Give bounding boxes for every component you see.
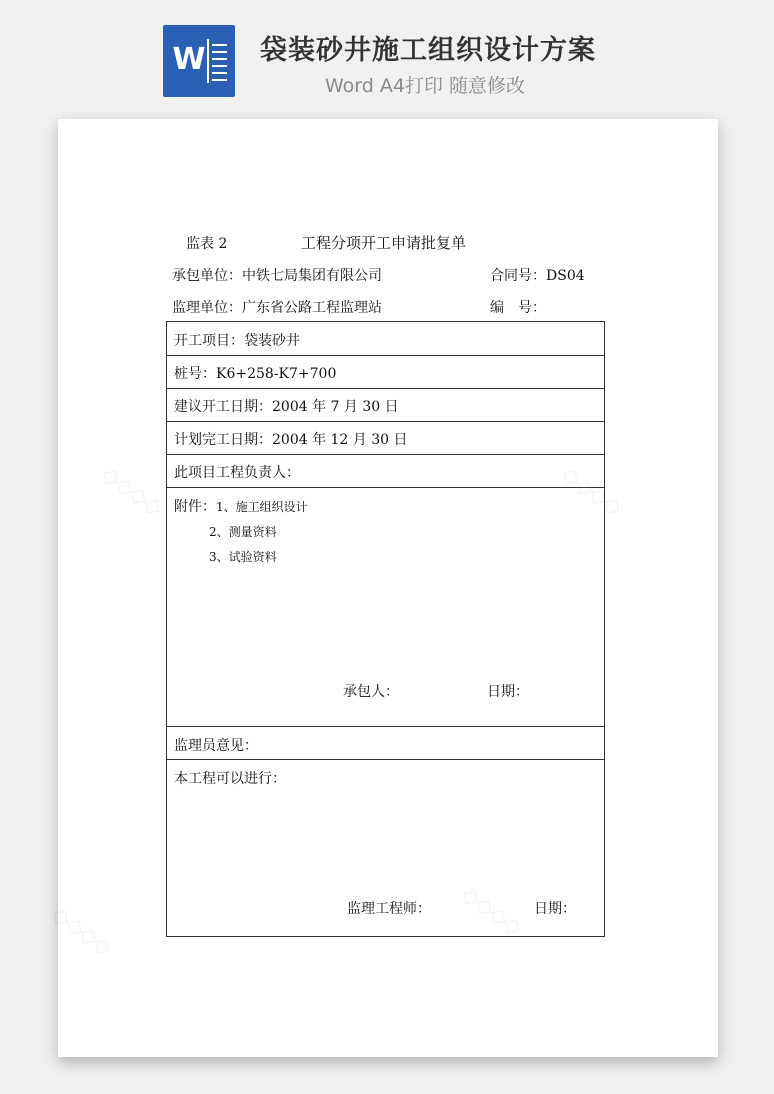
watermark: ◇◇◇◇ [46, 901, 117, 962]
contract-number: 合同号：DS04 [490, 268, 585, 284]
banner-title: 袋装砂井施工组织设计方案 [260, 35, 596, 66]
serial-number: 编 号： [490, 300, 546, 316]
supervisor-opinion-row: 监理员意见： [174, 738, 258, 754]
engineer-signature-label: 监理工程师： [347, 901, 431, 917]
row-divider [167, 421, 604, 422]
contractor-unit: 承包单位：中铁七局集团有限公司 [172, 268, 382, 284]
supervision-unit: 监理单位：广东省公路工程监理站 [172, 300, 382, 316]
word-document-icon [163, 25, 235, 97]
row-divider [167, 726, 604, 727]
project-row: 开工项目：袋装砂井 [174, 333, 300, 349]
attachment-item: 2、测量资料 [209, 525, 277, 539]
banner-subtitle: Word A4打印 随意修改 [325, 75, 526, 97]
attachment-item: 3、试验资料 [209, 550, 277, 564]
watermark: ◇◇◇◇ [556, 461, 627, 522]
row-divider [167, 355, 604, 356]
watermark: ◇◇◇◇ [456, 881, 527, 942]
row-divider [167, 454, 604, 455]
application-form-table [166, 321, 605, 937]
start-date-row: 建议开工日期：2004 年 7 月 30 日 [174, 399, 399, 415]
engineer-date-label: 日期： [534, 901, 576, 917]
form-title: 工程分项开工申请批复单 [301, 234, 467, 252]
row-divider [167, 487, 604, 488]
finish-date-row: 计划完工日期：2004 年 12 月 30 日 [174, 432, 408, 448]
form-number: 监表 2 [186, 236, 228, 252]
approval-text: 本工程可以进行： [174, 771, 286, 787]
row-divider [167, 388, 604, 389]
document-page [46, 119, 718, 1057]
attachments-label: 附件： [174, 499, 216, 515]
row-divider [167, 759, 604, 760]
watermark: ◇◇◇◇ [96, 461, 167, 522]
chainage-row: 桩号：K6+258-K7+700 [174, 366, 337, 382]
contractor-date-label: 日期： [487, 684, 529, 700]
document-lines-icon [207, 39, 229, 83]
header-banner [0, 0, 774, 118]
word-letter: W [172, 42, 206, 77]
manager-row: 此项目工程负责人： [174, 465, 300, 481]
contractor-signature-label: 承包人： [343, 684, 399, 700]
attachment-item: 1、施工组织设计 [216, 500, 308, 514]
